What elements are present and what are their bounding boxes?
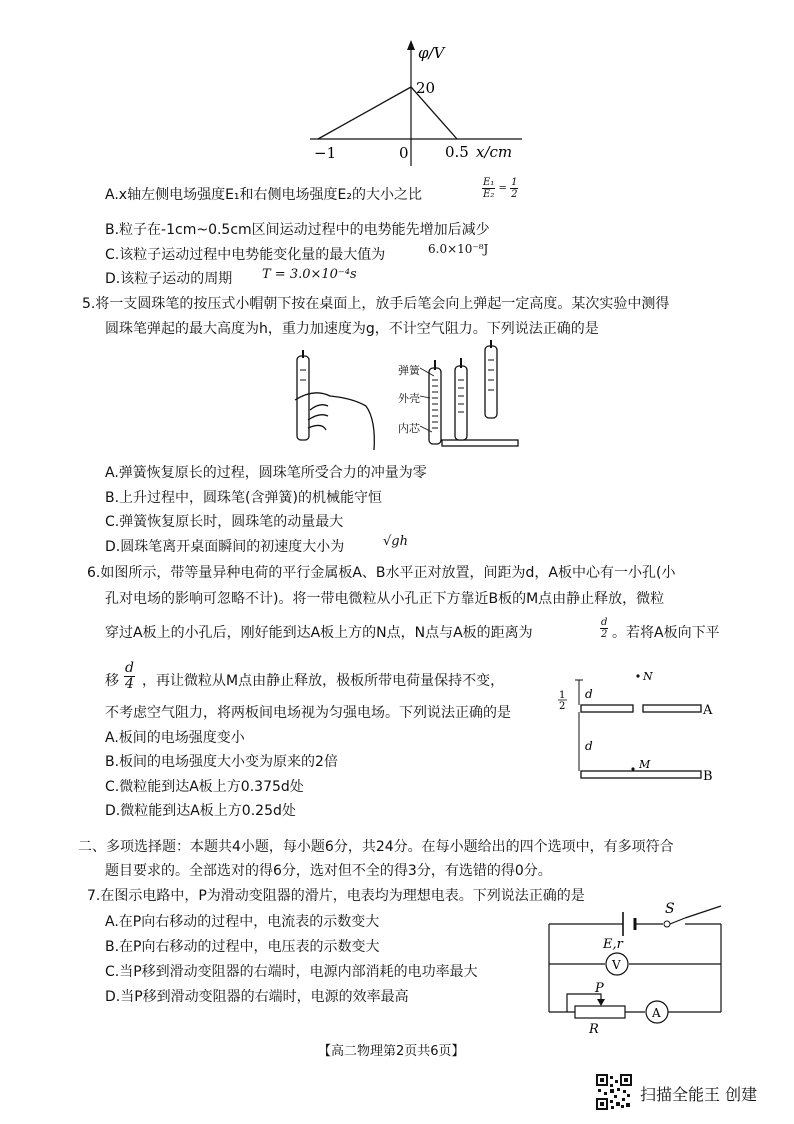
- q6-stem-line5: 不考虑空气阻力，将两板间电场视为匀强电场。下列说法正确的是: [105, 705, 511, 721]
- x-tick-right: 0.5: [445, 143, 469, 161]
- potential-curve: [318, 87, 457, 139]
- ratio-equals: =: [498, 183, 507, 194]
- label-s: S: [665, 901, 675, 917]
- q4-option-c: C.该粒子运动过程中电势能变化量的最大值为: [105, 247, 386, 263]
- point-n: [636, 674, 639, 677]
- q5-option-d-value: √gh: [383, 534, 408, 549]
- potential-graph: [300, 38, 530, 168]
- ratio-half-den: 2: [511, 189, 518, 200]
- pen-released: [455, 358, 467, 440]
- plate-b: [581, 771, 701, 778]
- ratio-half-num: 1: [511, 177, 518, 188]
- q6-option-a: A.板间的电场强度变小: [105, 730, 245, 746]
- capacitor-figure: [555, 668, 725, 780]
- q7-option-a: A.在P向右移动的过程中，电流表的示数变大: [105, 914, 380, 930]
- fig-label-m: M: [639, 758, 651, 771]
- slider-arrow-icon: [597, 999, 605, 1006]
- y-axis-arrow-icon: [407, 40, 415, 50]
- fig-label-half-num: 1: [559, 690, 566, 701]
- q6-stem-line3-frac: [600, 617, 608, 640]
- q4-option-a-ratio: [482, 177, 518, 200]
- q5-option-c: C.弹簧恢复原长时，圆珠笔的动量最大: [105, 514, 344, 530]
- q4-option-a: A.x轴左侧电场强度E₁和右侧电场强度E₂的大小之比: [105, 187, 422, 203]
- q5-option-d: D.圆珠笔离开桌面瞬间的初速度大小为: [105, 539, 345, 555]
- pen-label-spring: 弹簧: [398, 364, 420, 377]
- fig-label-a: A: [703, 703, 713, 718]
- ratio-num: E₁: [483, 177, 495, 188]
- switch-terminal-left: [664, 921, 670, 927]
- q4-option-d: D.该粒子运动的周期: [105, 271, 233, 287]
- frac-den: 2: [601, 629, 608, 640]
- q6-stem-line3: 穿过A板上的小孔后，刚好能到达A板上方的N点，N点与A板的距离为: [105, 625, 533, 641]
- q6-stem-line1: 6.如图所示，带等量异种电荷的平行金属板A、B水平正对放置，间距为d，A板中心有一小孔(小: [87, 565, 676, 581]
- q7-option-b: B.在P向右移动的过程中，电压表的示数变大: [105, 939, 380, 955]
- section2-line2: 题目要求的。全部选对的得6分，选对但不全的得3分，有选错的得0分。: [105, 863, 552, 879]
- q6-stem-line4-head: 移: [105, 673, 119, 689]
- rheostat-r: [575, 1006, 625, 1018]
- section2-line1: 二、多项选择题：本题共4小题，每小题6分，共24分。在每小题给出的四个选项中，有多项符合: [78, 839, 674, 855]
- q6-stem-line4-tail: ，再让微粒从M点由静止释放，极板所带电荷量保持不变，: [142, 673, 505, 689]
- q4-option-b: B.粒子在-1cm~0.5cm区间运动过程中的电势能先增加后减少: [105, 222, 490, 238]
- q7-option-d: D.当P移到滑动变阻器的右端时，电源的效率最高: [105, 989, 409, 1005]
- q4-option-c-value: 6.0×10⁻⁸J: [428, 242, 489, 256]
- q5-stem-line1: 5.将一支圆珠笔的按压式小帽朝下按在桌面上，放手后笔会向上弹起一定高度。某次实验中测得: [82, 296, 670, 312]
- label-v: V: [612, 958, 621, 972]
- pen-label-shell: 外壳: [398, 392, 420, 405]
- circuit-figure: [545, 900, 745, 1035]
- switch-s: [685, 906, 721, 918]
- plate-a-left: [581, 705, 633, 712]
- table-surface: [442, 440, 518, 446]
- scanner-watermark: 扫描全能王 创建: [640, 1085, 758, 1104]
- pen-in-flight: [485, 340, 497, 418]
- qr-code-icon: [596, 1074, 632, 1110]
- q6-stem-line4-frac: [124, 661, 135, 692]
- x-axis-label: x/cm: [476, 143, 513, 161]
- q4-option-d-value: T = 3.0×10⁻⁴s: [262, 267, 357, 282]
- q7-option-c: C.当P移到滑动变阻器的右端时，电源内部消耗的电功率最大: [105, 964, 478, 980]
- fig-label-d: d: [585, 739, 593, 753]
- label-a: A: [652, 1006, 661, 1020]
- pen-in-hand-illustration: [295, 350, 374, 450]
- q6-option-d: D.微粒能到达A板上方0.25d处: [105, 803, 296, 819]
- q5-option-b: B.上升过程中，圆珠笔(含弹簧)的机械能守恒: [105, 490, 382, 506]
- frac-den-4: 4: [125, 676, 134, 692]
- q6-option-c: C.微粒能到达A板上方0.375d处: [105, 779, 304, 795]
- q5-stem-line2: 圆珠笔弹起的最大高度为h，重力加速度为g，不计空气阻力。下列说法正确的是: [105, 321, 599, 337]
- x-tick-origin: 0: [399, 144, 409, 162]
- y-axis-label: φ/V: [418, 44, 445, 62]
- label-p: P: [595, 981, 604, 996]
- page-footer: 【高二物理第2页共6页】: [318, 1044, 465, 1059]
- y-tick-20: 20: [416, 79, 436, 97]
- q6-stem-line3-tail: 。若将A板向下平: [612, 625, 720, 641]
- ratio-den: E₂: [483, 189, 495, 200]
- fig-label-d-top: d: [585, 687, 593, 701]
- q6-option-b: B.板间的电场强度大小变为原来的2倍: [105, 754, 338, 770]
- frac-num: d: [601, 617, 608, 628]
- point-m: [631, 767, 634, 770]
- frac-num-d: d: [125, 660, 134, 676]
- plate-a-right: [643, 705, 701, 712]
- q6-stem-line2: 孔对电场的影响可忽略不计)。将一带电微粒从小孔正下方靠近B板的M点由静止释放，微粒: [105, 591, 665, 607]
- x-tick-left: −1: [314, 144, 337, 162]
- pen-label-core: 内芯: [398, 422, 420, 435]
- label-r: R: [589, 1022, 599, 1035]
- q7-stem: 7.在图示电路中，P为滑动变阻器的滑片，电表均为理想电表。下列说法正确的是: [87, 888, 585, 904]
- fig-label-b: B: [703, 769, 713, 780]
- fig-label-n: N: [643, 670, 653, 683]
- fig-label-half-den: 2: [559, 701, 566, 712]
- label-er: E,r: [603, 937, 623, 952]
- q5-option-a: A.弹簧恢复原长的过程，圆珠笔所受合力的冲量为零: [105, 465, 427, 481]
